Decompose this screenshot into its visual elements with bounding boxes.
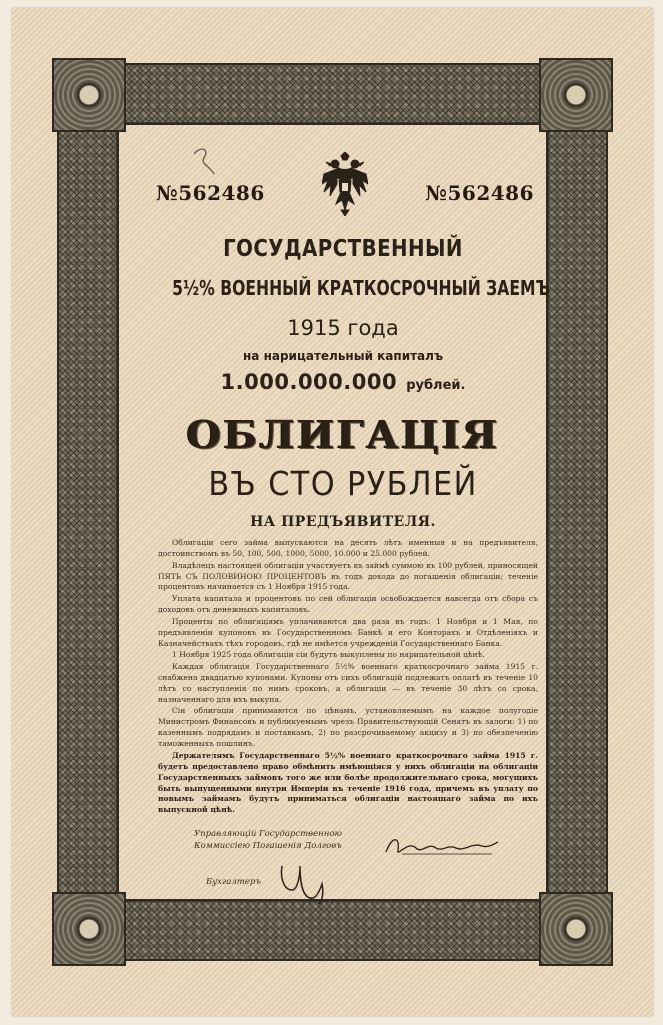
manager-signature-label	[194, 828, 342, 852]
handwritten-mark	[190, 144, 220, 178]
capital-line	[124, 370, 562, 394]
issuer-title: ГОСУДАРСТВЕННЫЙ	[223, 236, 463, 262]
manager-title-line: Коммиссіею Погашенія Долговъ	[194, 841, 342, 851]
corner-rosette-top-left	[52, 58, 126, 132]
loan-year: 1915 года	[287, 316, 399, 340]
corner-rosette-bottom-right	[539, 892, 613, 966]
double-headed-eagle-icon	[322, 152, 368, 216]
frame-left	[57, 63, 119, 961]
terms-paragraph: 1 Ноября 1925 года облигаціи сіи будутъ выкуплены по нарицательной цѣнѣ.	[172, 650, 485, 660]
terms-text	[158, 538, 538, 817]
terms-paragraph: Проценты по облигаціямъ уплачиваются два раза въ годъ: 1 Ноября и 1 Мая, по предъявленіи купоновъ въ Государственномъ Банкѣ и его Конторахъ и Отдѣленіяхъ и Казначействахъ тѣхъ городовъ, гдѣ не имѣется учрежденій Государственнаго Банка.	[158, 616, 538, 648]
manager-signature	[382, 832, 502, 862]
accountant-label: Бухгалтеръ	[206, 877, 261, 887]
corner-rosette-top-right	[539, 58, 613, 132]
serial-number-left: №562486	[156, 181, 265, 205]
bond-certificate	[12, 8, 653, 1016]
terms-paragraph: Владѣлецъ настоящей облигаціи участвуетъ въ займѣ суммою въ 100 рублей, приносящей ПЯТЬ СЪ ПОЛОВИНОЮ ПРОЦЕНТОВЪ въ годъ дохода до погашенія облигаціи; теченіе процентовъ начинается съ 1 Ноября 1915 года.	[158, 560, 538, 592]
loan-title: 5½% ВОЕННЫЙ КРАТКОСРОЧНЫЙ ЗАЕМЪ	[172, 276, 551, 300]
bond-content	[124, 136, 562, 901]
capital-currency: рублей.	[406, 378, 466, 393]
nominal-capital-label: на нарицательный капиталъ	[243, 349, 443, 363]
accountant-signature	[274, 860, 334, 906]
terms-paragraph: Облигаціи сего займа выпускаются на десять лѣтъ именныя и на предъявителя, достоинствомъ въ 50, 100, 500, 1000, 5000, 10.000 и 25.000 рублей.	[158, 538, 538, 558]
frame-bottom	[57, 899, 608, 961]
terms-paragraph: Каждая облигація Государственнаго 5½% военнаго краткосрочнаго займа 1915 г. снабжена двадцатью купонами. Купоны отъ сихъ облигацій подлежатъ оплатѣ въ теченіе 10 лѣтъ со наступленія по нимъ сроковъ, а облигаціи — въ теченіе 30 лѣтъ со срока, назначеннаго для ихъ выкупа.	[158, 661, 538, 704]
terms-paragraph: Уплата капитала и процентовъ по сей облигаціи освобождается навсегда отъ сбора съ доходовъ отъ денежныхъ капиталовъ.	[158, 594, 538, 615]
denomination: ВЪ СТО РУБЛЕЙ	[208, 464, 478, 503]
bearer-label: НА ПРЕДЪЯВИТЕЛЯ.	[250, 514, 436, 530]
corner-rosette-bottom-left	[52, 892, 126, 966]
terms-paragraph: Держателямъ Государственнаго 5½% военнаго краткосрочнаго займа 1915 г. будетъ предоставлено право обмѣнить имѣющіяся у нихъ облигаціи на облигаціи Государственныхъ займовъ того же или болѣе продолжительнаго срока, могущихъ быть выпущенными внутри Имперіи въ теченіе 1916 года, причемъ въ уплату по новымъ займамъ будутъ приниматься облигаціи настоящаго займа по ихъ выпускной цѣнѣ.	[158, 750, 538, 815]
bond-title: ОБЛИГАЦІЯ	[186, 412, 500, 457]
manager-title-line: Управляющій Государственною	[194, 829, 342, 839]
frame-top	[57, 63, 608, 125]
terms-paragraph: Сіи облигаціи принимаются по цѣнамъ, установляемымъ на каждое полугодіе Министромъ Финансовъ и публикуемымъ чрезъ Правительствующій Сенатъ въ залоги: 1) по казеннымъ подрядамъ и поставкамъ, 2) по разсрочиваемому акцизу и 3) по обезпеченію таможенныхъ пошлинъ.	[158, 706, 538, 749]
capital-amount: 1.000.000.000	[220, 370, 398, 394]
serial-number-right: №562486	[425, 181, 534, 205]
